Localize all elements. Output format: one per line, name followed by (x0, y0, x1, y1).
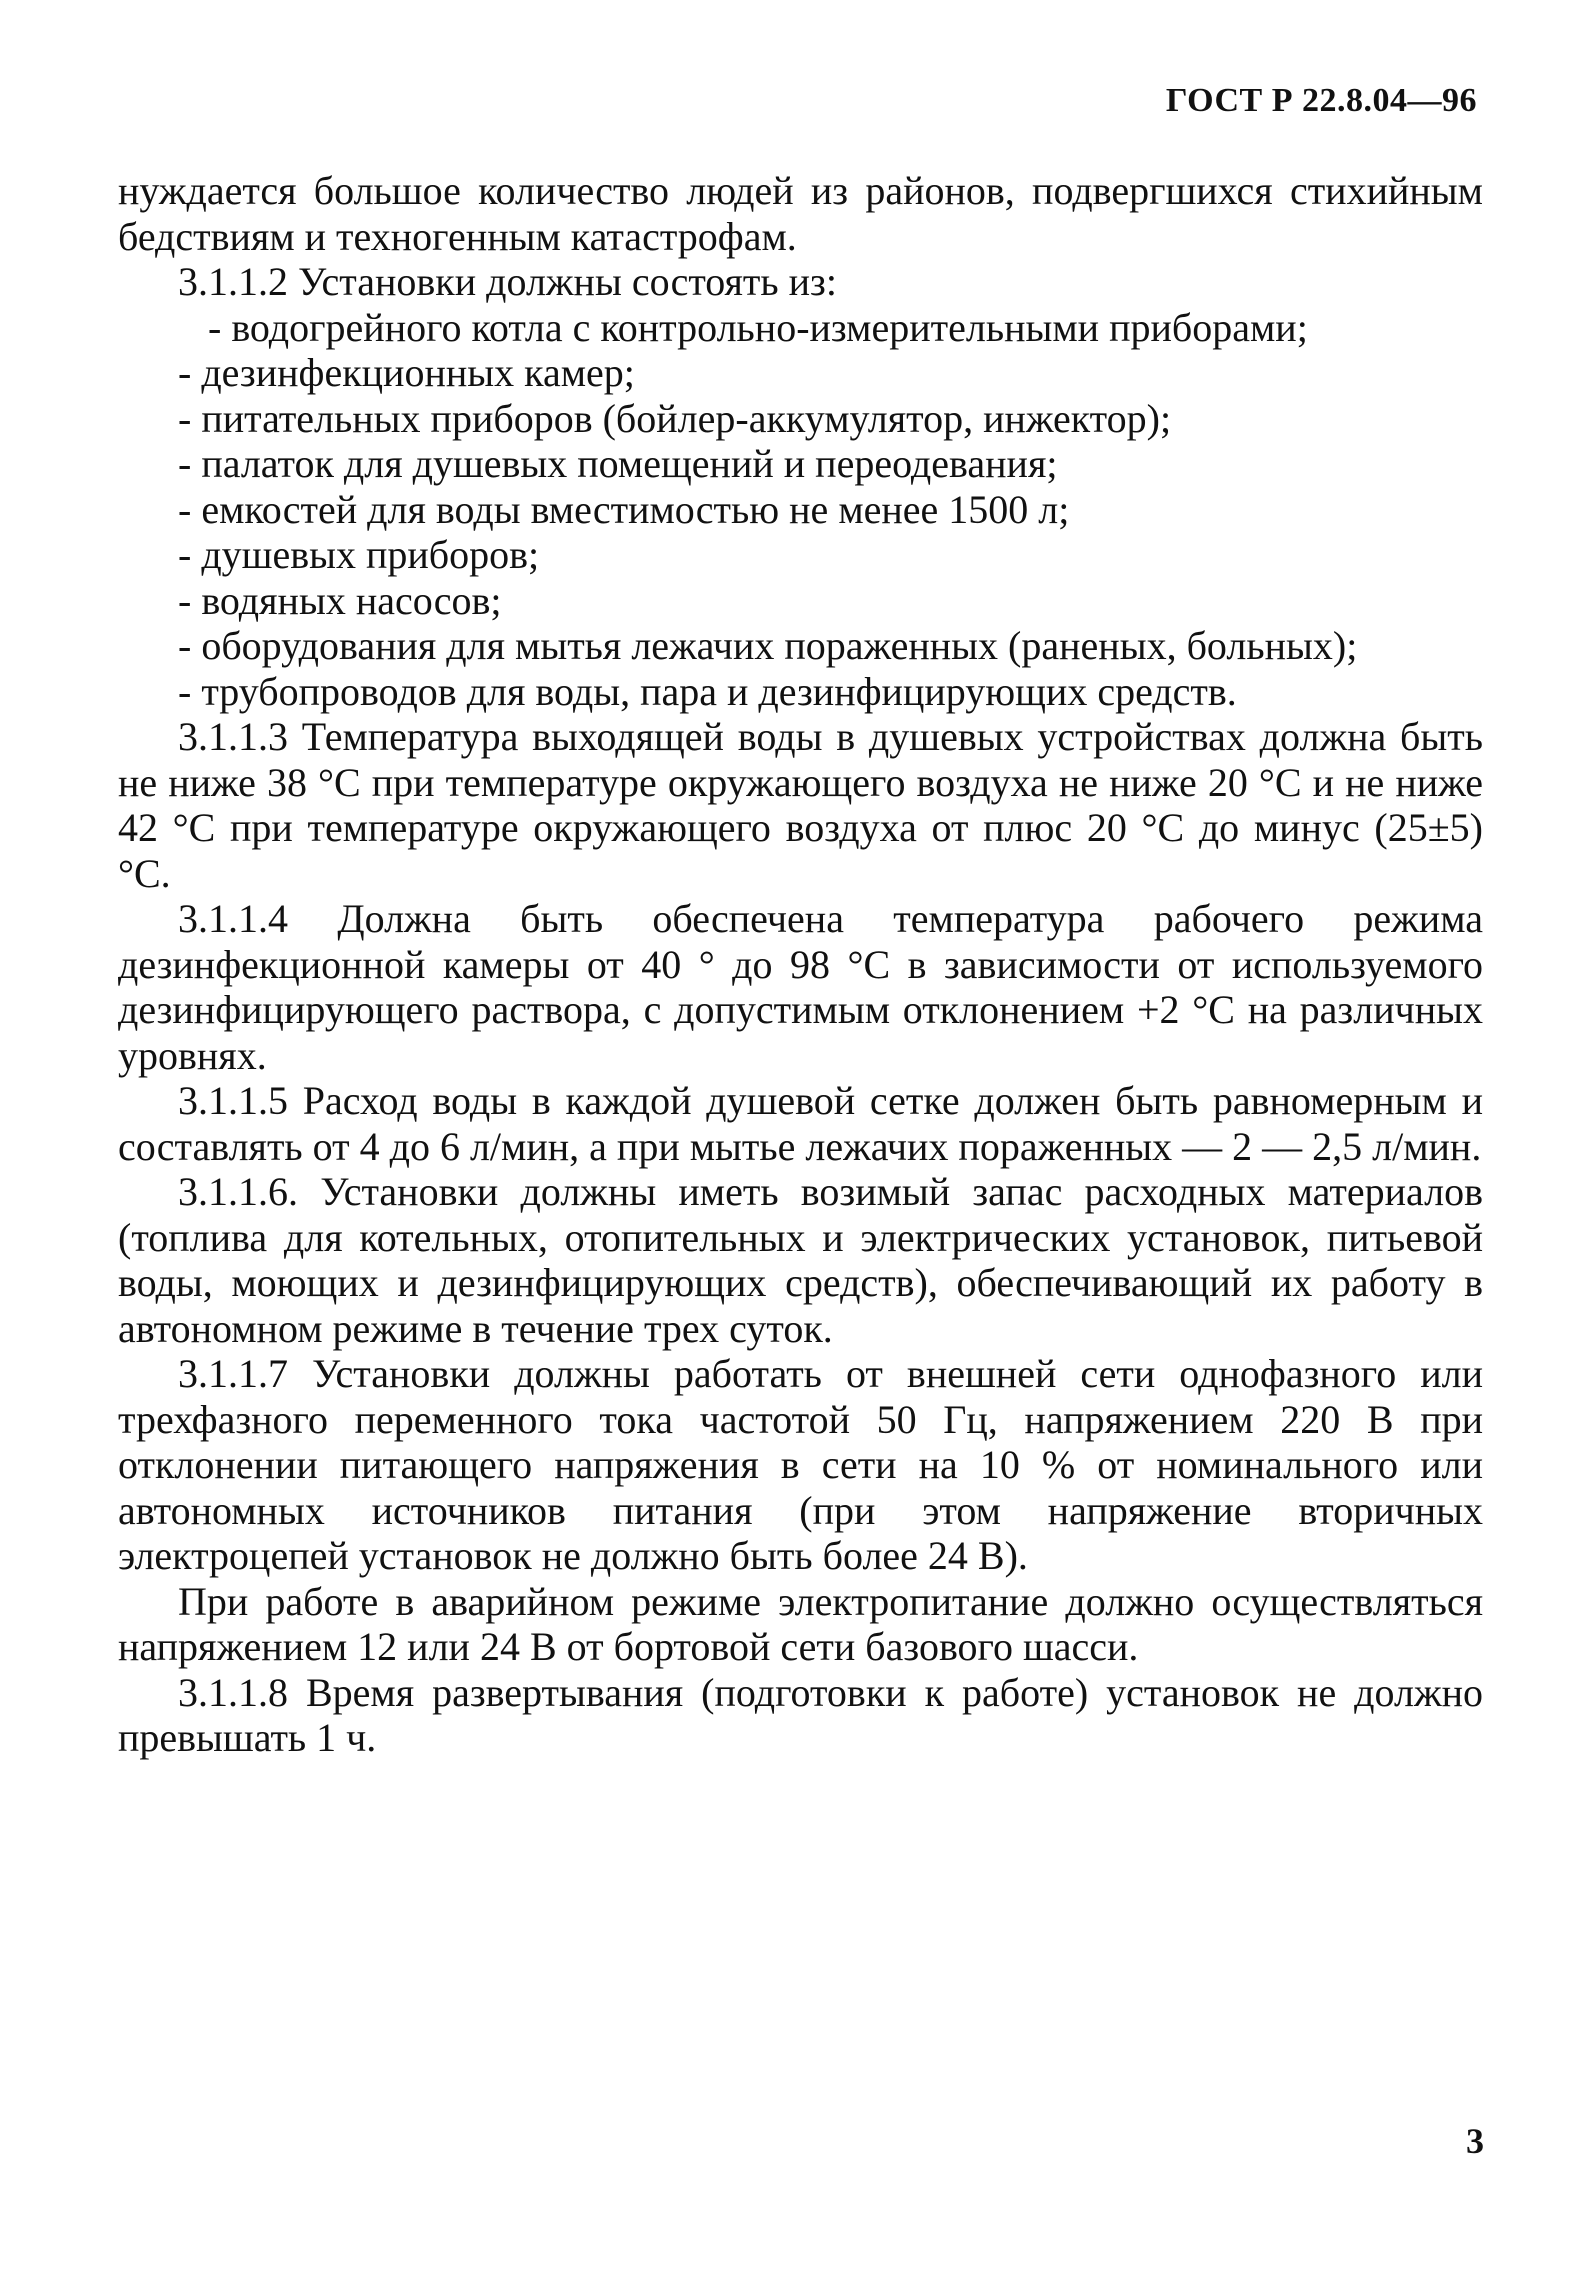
list-item: - водяных насосов; (178, 577, 502, 623)
clause-3-1-1-6: 3.1.1.6. Установки должны иметь возимый запас расходных материалов (топлива для котельных, отопительных и электрических установок, питьевой воды, моющих и дезинфицирующих средств), обеспечивающий их работу в автономном режиме в течение трех суток. (118, 1169, 1483, 1351)
clause-3-1-1-8: 3.1.1.8 Время развертывания (подготовки к работе) установок не должно превышать 1 ч. (118, 1669, 1483, 1760)
list-item: - водогрейного котла с контрольно-измерительными приборами; (208, 304, 1308, 350)
list-item: - дезинфекционных камер; (178, 350, 635, 395)
list-item: - душевых приборов; (178, 532, 540, 577)
list-item: - оборудования для мытья лежачих пораженных (раненых, больных); (178, 623, 1358, 668)
list-item: - питательных приборов (бойлер-аккумулятор, инжектор); (178, 395, 1172, 441)
list-item: - палаток для душевых помещений и переодевания; (178, 441, 1058, 486)
clause-3-1-1-7-note: При работе в аварийном режиме электропитание должно осуществляться напряжением 12 или 24 В от бортовой сети базового шасси. (118, 1578, 1483, 1669)
clause-3-1-1-4: 3.1.1.4 Должна быть обеспечена температура рабочего режима дезинфекционной камеры от 40 ° до 98 °С в зависимости от используемого дезинфицирующего раствора, с допустимым отклонением +2 °С на различных уровнях. (118, 896, 1483, 1078)
page-body (118, 168, 1483, 1761)
page-number: 3 (1466, 2121, 1484, 2161)
list-item: - емкостей для воды вместимостью не менее 1500 л; (178, 486, 1070, 532)
list-item: - трубопроводов для воды, пара и дезинфицирующих средств. (178, 668, 1237, 714)
clause-3-1-1-3: 3.1.1.3 Температура выходящей воды в душевых устройствах должна быть не ниже 38 °С при температуре окружающего воздуха не ниже 20 °С и не ниже 42 °С при температуре окружающего воздуха от плюс 20 °С до минус (25±5) °С. (118, 714, 1483, 896)
intro-paragraph: нуждается большое количество людей из районов, подвергшихся стихийным бедствиям и техногенным катастрофам. (118, 168, 1483, 259)
clause-3-1-1-5: 3.1.1.5 Расход воды в каждой душевой сетке должен быть равномерным и составлять от 4 до 6 л/мин, а при мытье лежачих пораженных — 2 — 2,5 л/мин. (118, 1078, 1483, 1169)
clause-3-1-1-2-lead: 3.1.1.2 Установки должны состоять из: (178, 259, 837, 304)
clause-3-1-1-7: 3.1.1.7 Установки должны работать от внешней сети однофазного или трехфазного переменного тока частотой 50 Гц, напряжением 220 В при отклонении питающего напряжения в сети на 10 % от номинального или автономных источников питания (при этом напряжение вторичных электроцепей установок не должно быть более 24 В). (118, 1351, 1483, 1578)
document-code-header: ГОСТ Р 22.8.04—96 (1165, 82, 1477, 119)
